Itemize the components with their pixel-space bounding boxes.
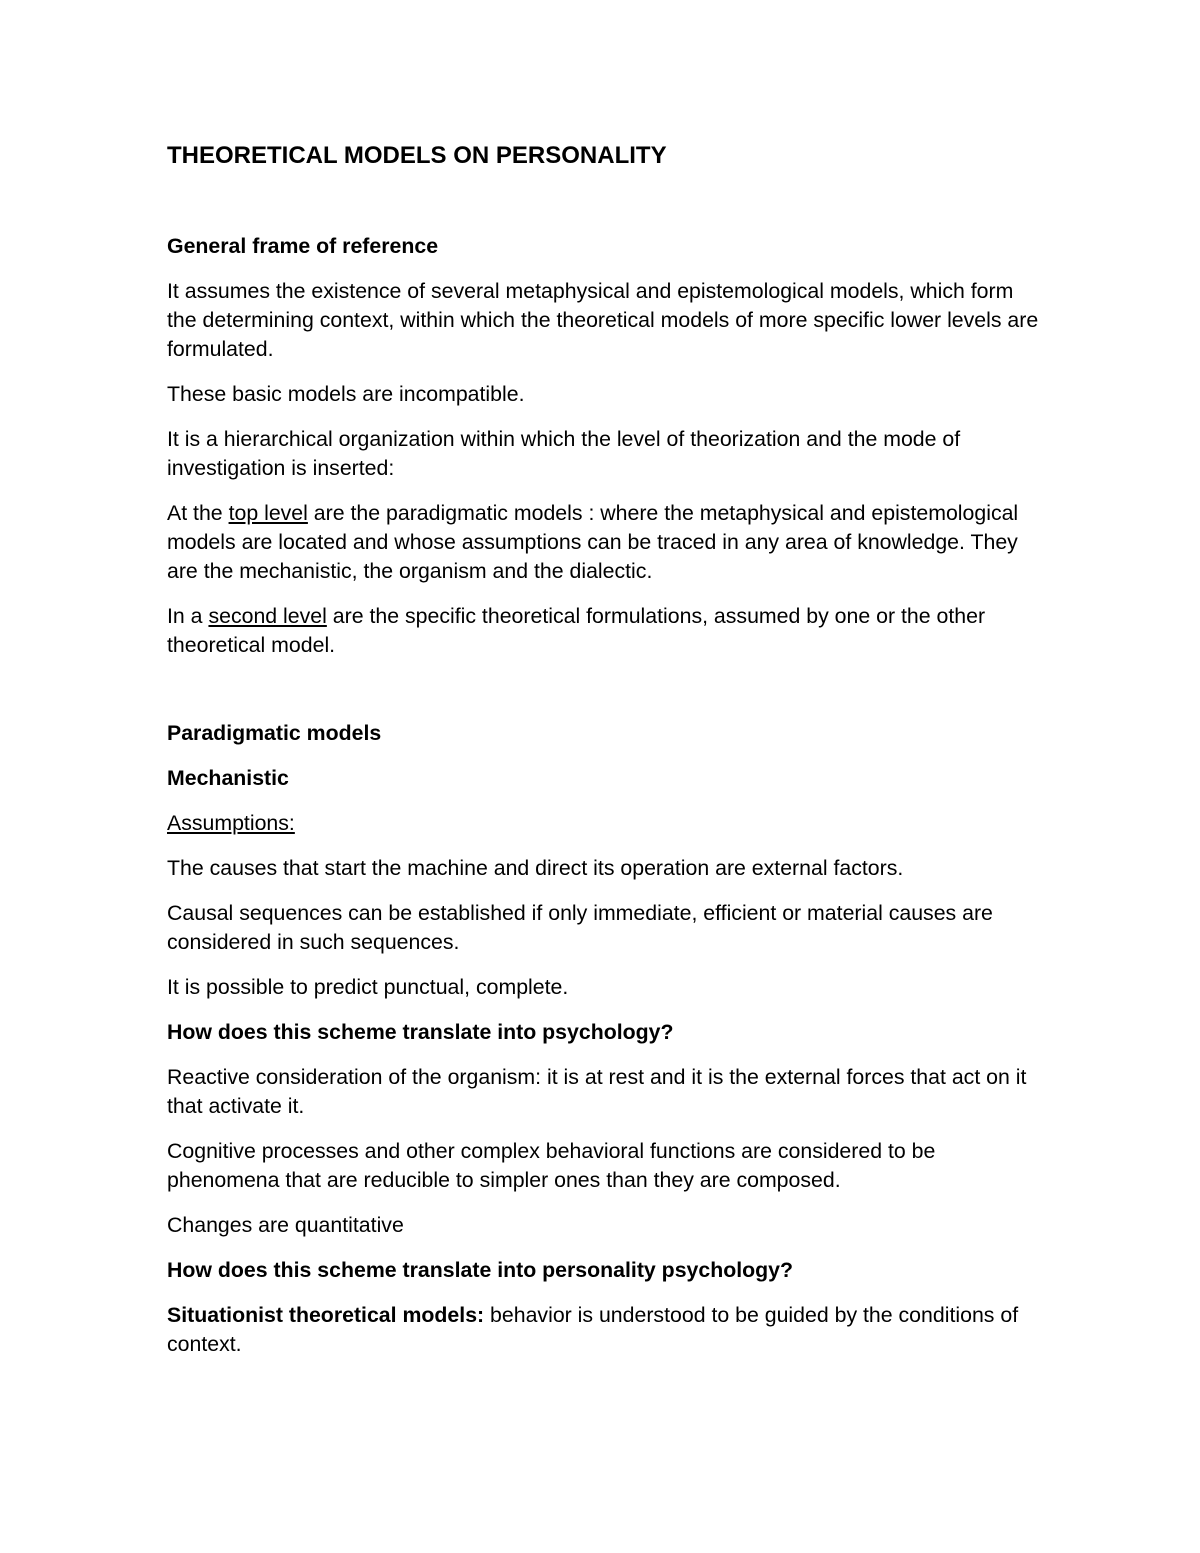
paragraph-top-level [167, 499, 1047, 586]
top-level-prefix: At the [167, 501, 229, 525]
section-heading-paradigmatic-models: Paradigmatic models [167, 721, 382, 745]
question-psychology: How does this scheme translate into psychology? [167, 1020, 674, 1044]
paragraph-changes-quantitative: Changes are quantitative [167, 1213, 404, 1237]
section-spacer [167, 676, 1047, 719]
assumptions-label: Assumptions: [167, 811, 295, 835]
paragraph-assumes-existence: It assumes the existence of several metaphysical and epistemological models, which form the determining context, within which the theoretical models of more specific lower levels are formulated. [167, 279, 1039, 361]
paragraph-situationist-models [167, 1301, 1047, 1359]
top-level-text: are the paradigmatic models : where the metaphysical and epistemological models are located and whose assumptions can be traced in any area of knowledge. They are the mechanistic, the organism and the dialectic. [167, 501, 1019, 583]
paragraph-basic-models: These basic models are incompatible. [167, 382, 525, 406]
document-body [167, 141, 1047, 1375]
paragraph-second-level [167, 602, 1047, 660]
paragraph-causal-sequences: Causal sequences can be established if only immediate, efficient or material causes are considered in such sequences. [167, 901, 993, 954]
paragraph-hierarchical-organization: It is a hierarchical organization within which the level of theorization and the mode of investigation is inserted: [167, 427, 961, 480]
paragraph-reactive-consideration: Reactive consideration of the organism: it is at rest and it is the external forces that act on it that activate it. [167, 1065, 1027, 1118]
question-personality-psychology: How does this scheme translate into personality psychology? [167, 1258, 794, 1282]
section-heading-general-frame: General frame of reference [167, 234, 439, 258]
second-level-text: are the specific theoretical formulations, assumed by one or the other theoretical model. [167, 604, 986, 657]
document-title: THEORETICAL MODELS ON PERSONALITY [167, 142, 667, 169]
situationist-text: behavior is understood to be guided by the conditions of context. [167, 1303, 1019, 1356]
paragraph-cognitive-processes: Cognitive processes and other complex behavioral functions are considered to be phenomena that are reducible to simpler ones than they are composed. [167, 1139, 936, 1192]
second-level-prefix: In a [167, 604, 209, 628]
subheading-mechanistic: Mechanistic [167, 766, 289, 790]
paragraph-external-causes: The causes that start the machine and direct its operation are external factors. [167, 856, 904, 880]
situationist-label: Situationist theoretical models: [167, 1303, 485, 1327]
paragraph-predict: It is possible to predict punctual, complete. [167, 975, 569, 999]
top-level-underlined: top level [228, 501, 308, 525]
second-level-underlined: second level [208, 604, 327, 628]
